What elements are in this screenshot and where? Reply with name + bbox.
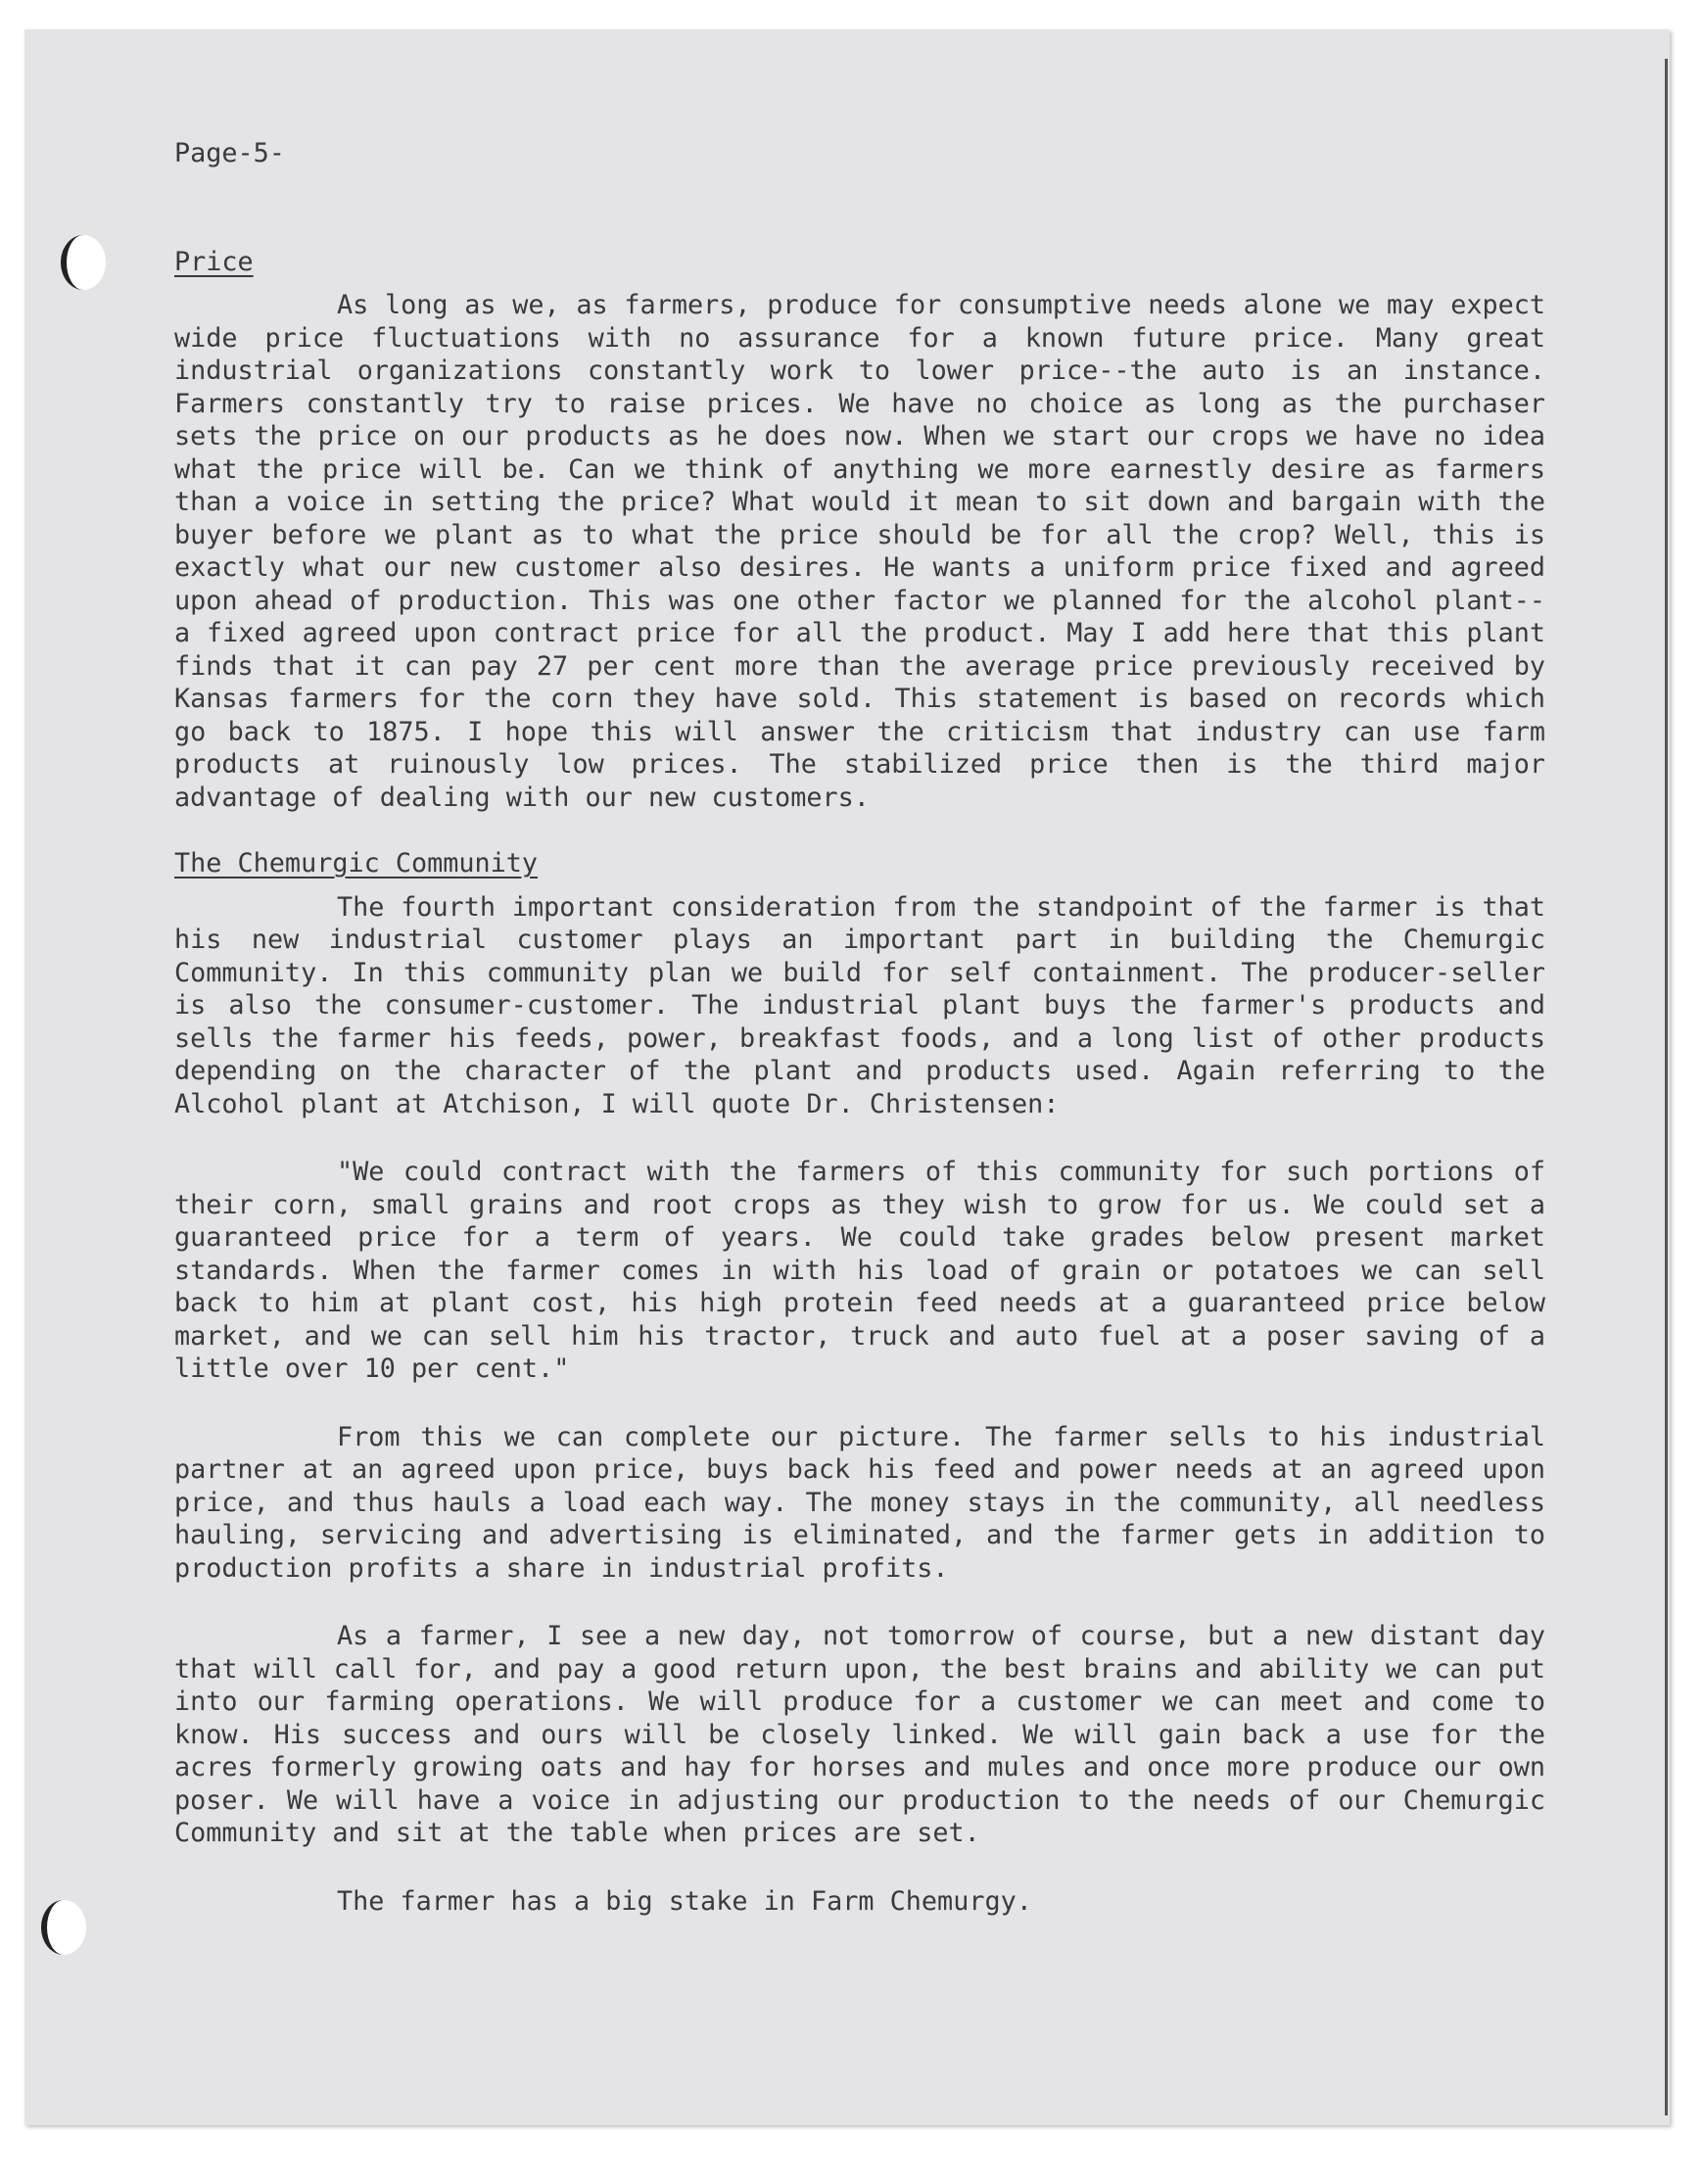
- christensen-quote: "We could contract with the farmers of this community for such portions of their corn, small grains and root crops as they wish to grow for us. We could set a guaranteed price for a term of years. We could take grades below present market standards. When the farmer comes in with his load of grain or potatoes we can sell back to him at plant cost, his high protein feed needs at a guaranteed price below market, and we can sell him his tractor, truck and auto fuel at a poser saving of a little over 10 per cent.": [174, 1157, 1545, 1384]
- price-paragraph: As long as we, as farmers, produce for consumptive needs alone we may expect wide price fluctuations with no assurance for a known future price. Many great industrial organizations constantly work to lower price--the auto is an instance. Farmers constantly try to raise prices. We have no choice as long as the purchaser sets the price on our products as he does now. When we start our crops we have no idea what the price will be. Can we think of anything we more earnestly desire as farmers than a voice in setting the price? What would it mean to sit down and bargain with the buyer before we plant as to what the price should be for all the crop? Well, this is exactly what our new customer also desires. He wants a uniform price fixed and agreed upon ahead of production. This was one other factor we planned for the alcohol plant--a fixed agreed upon contract price for all the product. May I add here that this plant finds that it can pay 27 per cent more than the average price previously received by Kansas farmers for the corn they have sold. This statement is based on records which go back to 1875. I hope this will answer the criticism that industry can use farm products at ruinously low prices. The stabilized price then is the third major advantage of dealing with our new customers.: [174, 290, 1545, 813]
- closing-sentence: The farmer has a big stake in Farm Chemurgy.: [337, 1885, 1032, 1917]
- section-heading-price: Price: [174, 246, 254, 277]
- section-heading-chemurgic-community: The Chemurgic Community: [174, 848, 539, 878]
- community-paragraph-1: The fourth important consideration from the standpoint of the farmer is that his new industrial customer plays an important part in building the Chemurgic Community. In this community plan we build for self containment. The producer-seller is also the consumer-customer. The industrial plant buys the farmer's products and sells the farmer his feeds, power, breakfast foods, and a long list of other products depending on the character of the plant and products used. Again referring to the Alcohol plant at Atchison, I will quote Dr. Christensen:: [174, 891, 1545, 1119]
- community-paragraph-3: As a farmer, I see a new day, not tomorrow of course, but a new distant day that will call for, and pay a good return upon, the best brains and ability we can put into our farming operations. We will produce for a customer we can meet and come to know. His success and ours will be closely linked. We will gain back a use for the acres formerly growing oats and hay for horses and mules and once more produce our own poser. We will have a voice in adjusting our production to the needs of our Chemurgic Community and sit at the table when prices are set.: [174, 1621, 1545, 1848]
- page-number: Page-5-: [174, 138, 285, 168]
- binder-hole-bottom: [41, 1900, 86, 1955]
- binder-hole-top: [61, 235, 106, 290]
- typewritten-document: [174, 137, 1545, 1918]
- community-paragraph-2: From this we can complete our picture. The farmer sells to his industrial partner at an agreed upon price, buys back his feed and power needs at an agreed upon price, and thus hauls a load each way. The money stays in the community, all needless hauling, servicing and advertising is eliminated, and the farmer gets in addition to production profits a share in industrial profits.: [174, 1421, 1545, 1584]
- page-edge-shadow: [1665, 59, 1668, 2115]
